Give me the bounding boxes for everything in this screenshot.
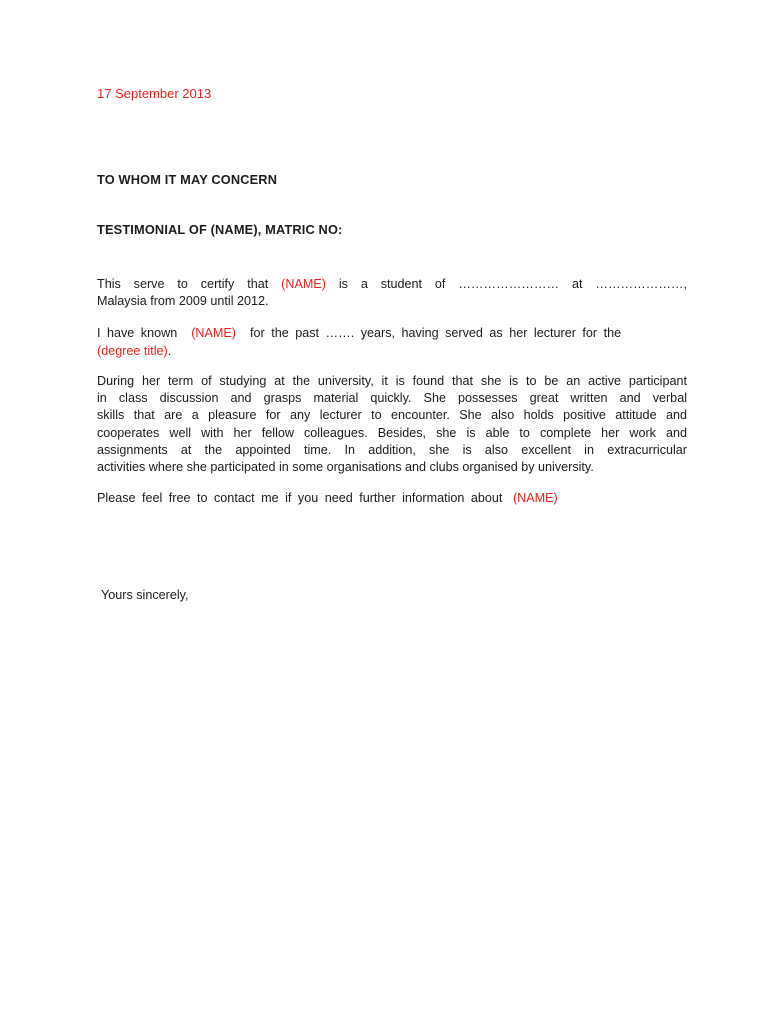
paragraph-certify-line-2 xyxy=(97,293,687,310)
salutation: TO WHOM IT MAY CONCERN xyxy=(97,172,278,187)
known-text: I have known xyxy=(97,326,178,340)
paragraph-certify xyxy=(97,276,687,310)
paragraph-studying xyxy=(97,373,687,476)
certify-text-3: Malaysia from 2009 until 2012. xyxy=(97,294,269,309)
closing: Yours sincerely, xyxy=(101,588,189,602)
known-text-2: for the past ……. years, having served as her lecturer for the xyxy=(250,326,622,340)
paragraph-contact xyxy=(97,490,558,507)
degree-placeholder: (degree title) xyxy=(97,344,168,358)
certify-text: This serve to certify that xyxy=(97,277,269,291)
studying-line-1: During her term of studying at the university, it is found that she is to be an active participant xyxy=(97,374,687,388)
studying-line-4: cooperates well with her fellow colleagues. Besides, she is able to complete her work and xyxy=(97,425,687,440)
paragraph-known-line-2 xyxy=(97,343,171,360)
paragraph-known-line-1 xyxy=(97,325,621,342)
studying-line-6: activities where she participated in some organisations and clubs organised by university. xyxy=(97,459,594,474)
studying-line-2: in class discussion and grasps material quickly. She possesses great written and verbal xyxy=(97,391,687,406)
degree-period: . xyxy=(167,344,172,358)
studying-line-5: assignments at the appointed time. In addition, she is also excellent in extracurricular xyxy=(97,442,687,457)
subject-line: TESTIMONIAL OF (NAME), MATRIC NO: xyxy=(97,222,343,237)
certify-text-2: is a student of …………………… at …………………, xyxy=(338,277,688,291)
name-placeholder: (NAME) xyxy=(512,491,558,505)
name-placeholder: (NAME) xyxy=(281,277,326,291)
name-placeholder: (NAME) xyxy=(191,326,236,340)
studying-line-3: skills that are a pleasure for any lecturer to encounter. She also holds positive attitude and xyxy=(97,408,687,423)
letter-date: 17 September 2013 xyxy=(97,86,212,101)
paragraph-certify-line-1 xyxy=(97,276,687,293)
contact-text: Please feel free to contact me if you need further information about xyxy=(97,491,503,505)
